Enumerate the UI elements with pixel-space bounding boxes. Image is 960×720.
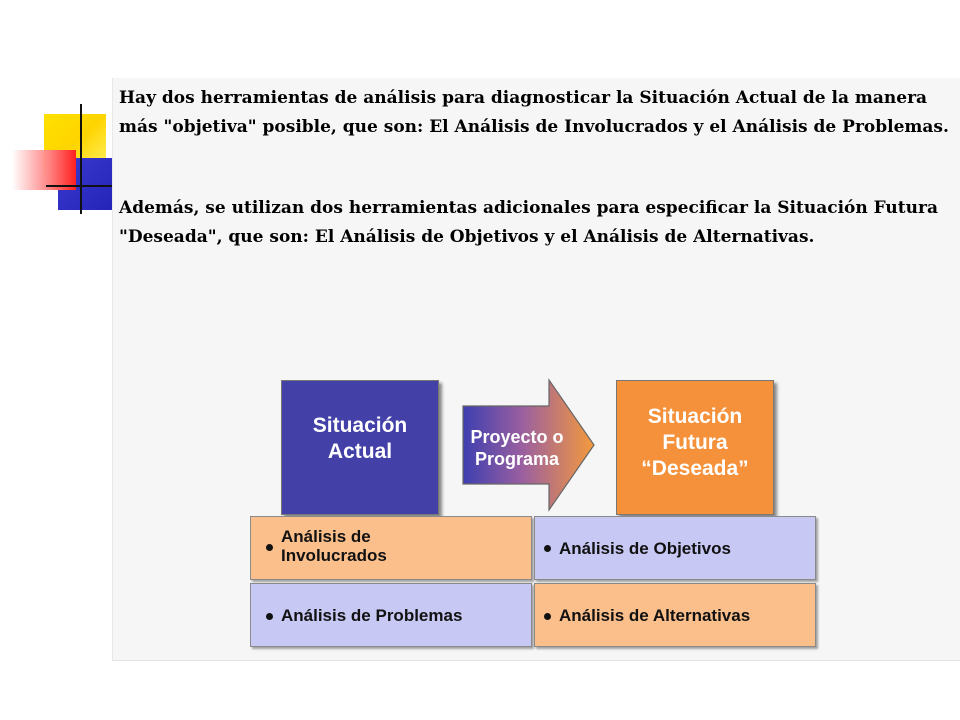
situacion-futura-label bbox=[617, 404, 773, 482]
situacion-futura-box bbox=[616, 380, 774, 515]
analisis-alternativas-cell bbox=[534, 583, 816, 647]
red-gradient-shape bbox=[12, 150, 76, 190]
analisis-involucrados-label bbox=[281, 527, 521, 565]
arrow-label-line-1: Proyecto o bbox=[470, 427, 564, 447]
horizontal-line bbox=[46, 185, 112, 187]
paragraph-situacion-actual: Hay dos herramientas de análisis para diagnosticar la Situación Actual de la manera más "objetiva" posible, que son: El Análisis de Involucrados y el Análisis de Problemas. bbox=[119, 88, 949, 137]
involucrados-line-1: Análisis de bbox=[281, 527, 371, 546]
analisis-problemas-label: Análisis de Problemas bbox=[281, 606, 463, 625]
situacion-futura-line-2: Futura bbox=[662, 431, 728, 454]
bullet-icon bbox=[544, 545, 551, 552]
situacion-actual-line-1: Situación bbox=[312, 414, 408, 437]
analisis-problemas-cell bbox=[250, 583, 532, 647]
situacion-actual-line-2: Actual bbox=[327, 440, 393, 463]
involucrados-line-2: Involucrados bbox=[281, 546, 387, 565]
analisis-involucrados-cell bbox=[250, 516, 532, 580]
situacion-actual-label bbox=[282, 413, 438, 465]
bullet-icon bbox=[544, 613, 551, 620]
situacion-actual-box bbox=[281, 380, 439, 515]
arrow-label-line-2: Programa bbox=[474, 449, 560, 469]
situacion-futura-line-3: “Deseada” bbox=[641, 457, 749, 480]
analysis-diagram bbox=[248, 378, 820, 650]
analisis-alternativas-label: Análisis de Alternativas bbox=[559, 606, 751, 625]
situacion-futura-line-1: Situación bbox=[647, 405, 743, 428]
paragraph-situacion-futura: Además, se utilizan dos herramientas adicionales para especificar la Situación Futura "Deseada", que son: El Análisis de Objetivos y el Análisis de Alternativas. bbox=[119, 198, 938, 247]
bullet-icon bbox=[266, 544, 273, 551]
analisis-objetivos-cell bbox=[534, 516, 816, 580]
analisis-objetivos-label: Análisis de Objetivos bbox=[559, 539, 731, 558]
bullet-icon bbox=[266, 613, 273, 620]
vertical-line bbox=[80, 104, 82, 214]
proyecto-programa-label bbox=[462, 426, 572, 470]
